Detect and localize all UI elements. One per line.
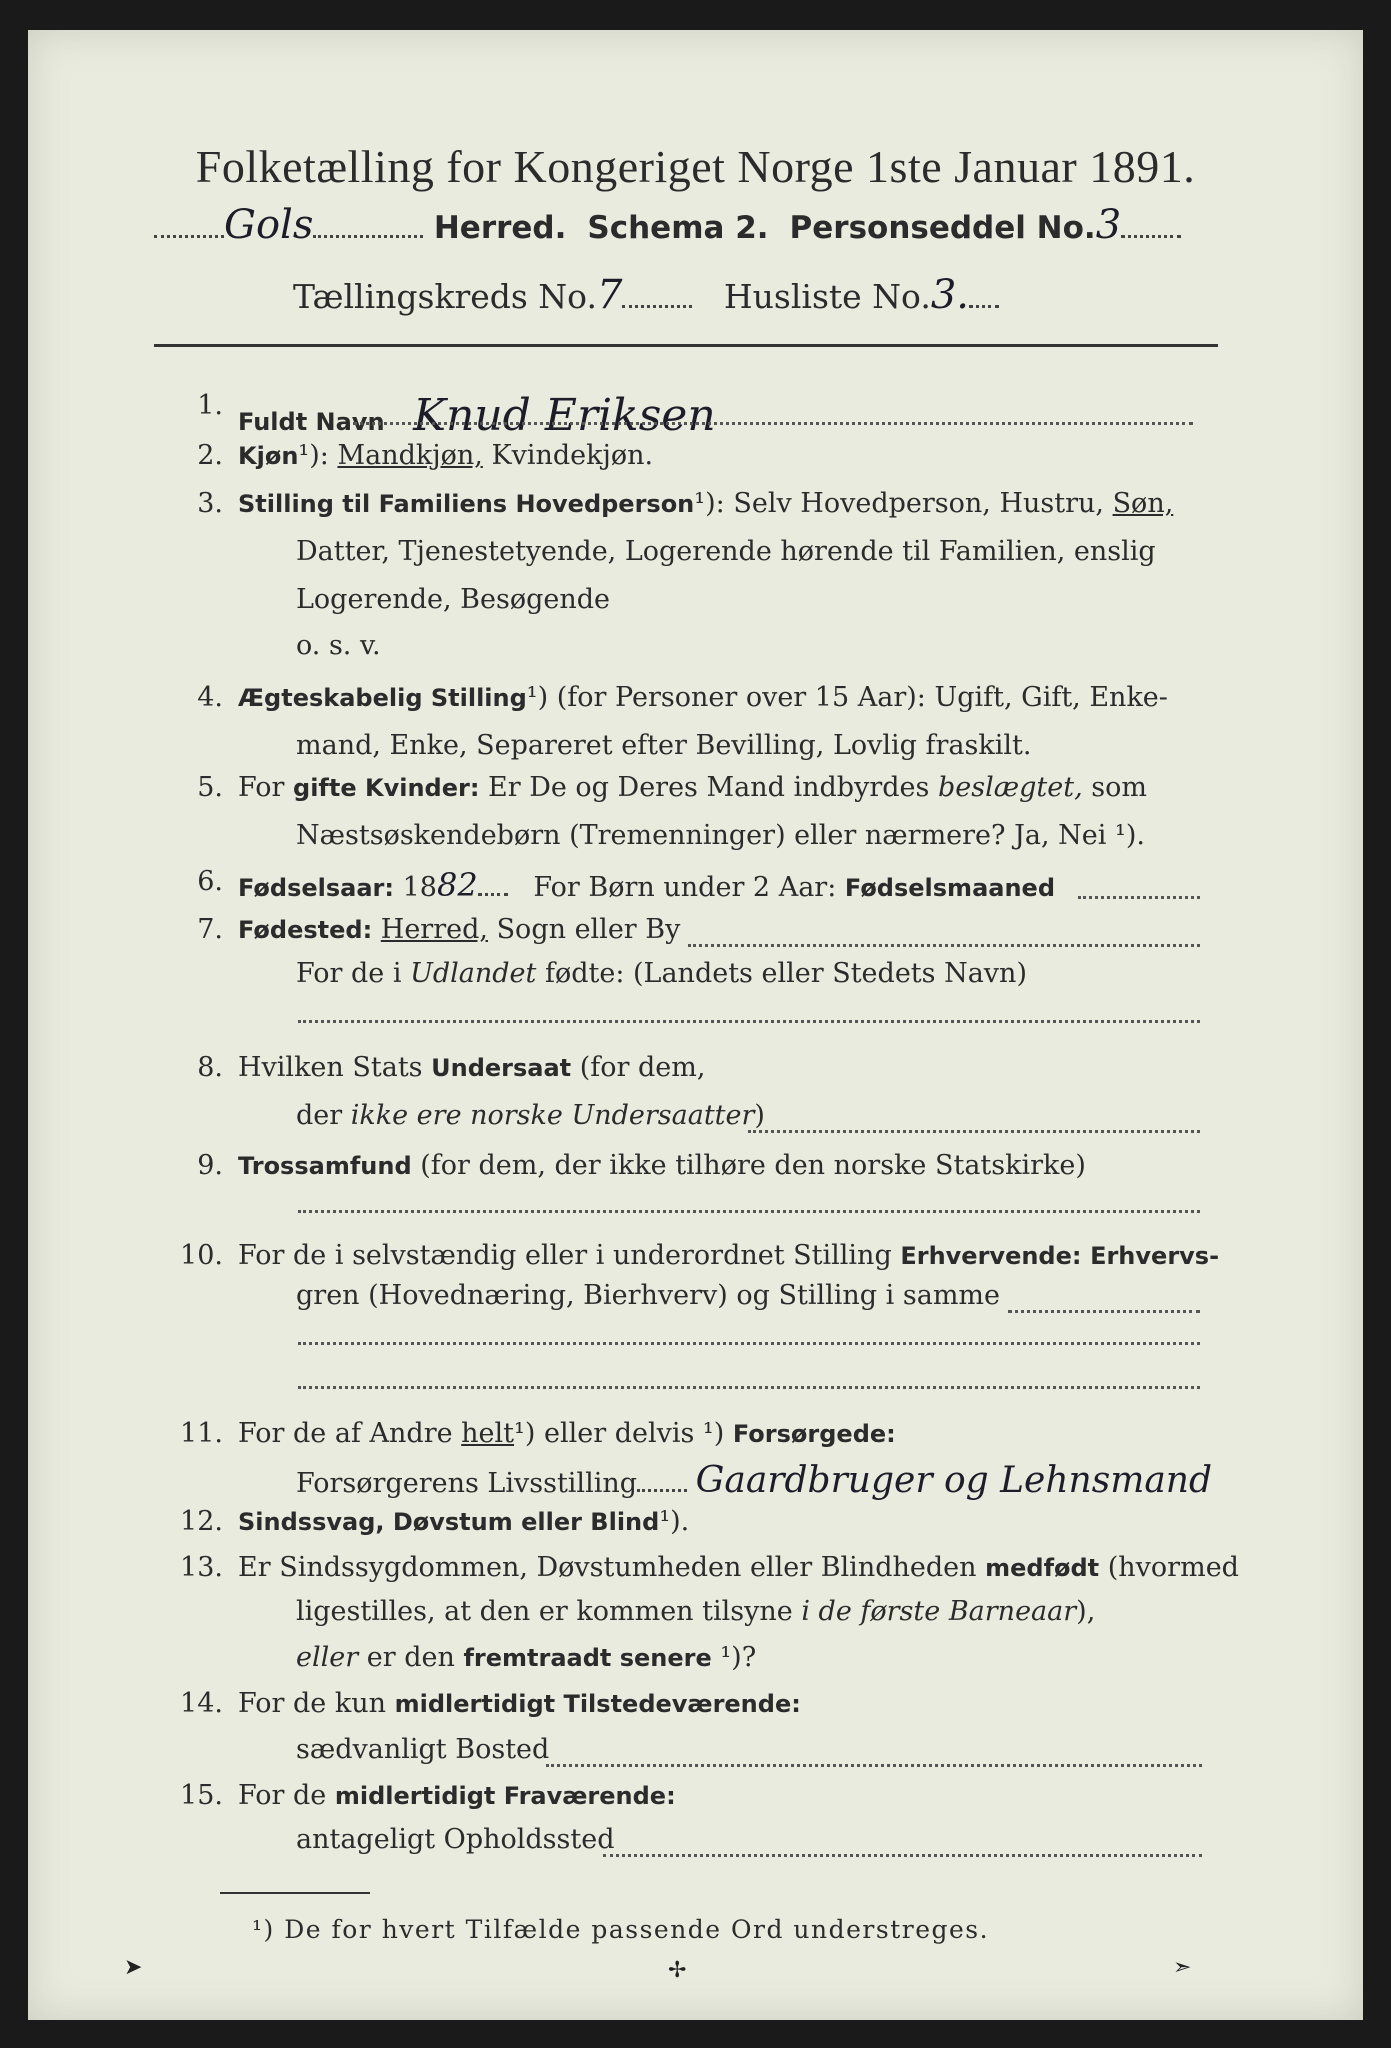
item-7-rest: Sogn eller By: [496, 914, 681, 945]
footnote: ¹) De for hvert Tilfælde passende Ord understreges.: [252, 1915, 990, 1944]
personseddel-value: 3: [1095, 202, 1122, 248]
item-9-rest: (for dem, der ikke tilhøre den norske Statskirke): [420, 1150, 1086, 1181]
item-13-line1b: medfødt: [985, 1554, 1100, 1582]
item-10-line2: gren (Hovednæring, Bierhverv) og Stilling i samme: [296, 1280, 1001, 1311]
item-6-label2: Fødselsmaaned: [844, 874, 1055, 902]
item-9-label: Trossamfund: [238, 1152, 412, 1180]
item-10-pre: For de i selvstændig eller i underordnet Stilling: [238, 1240, 892, 1271]
item-12-number: 12.: [180, 1506, 223, 1537]
item-1-number: 1.: [197, 390, 223, 421]
item-8-pre: Hvilken Stats: [238, 1052, 423, 1083]
item-6-number: 6.: [197, 866, 223, 897]
item-5-line1c: som: [1091, 772, 1147, 803]
item-7-herred: Herred,: [380, 914, 488, 945]
item-5-label: gifte Kvinder:: [293, 774, 480, 802]
item-4-label: Ægteskabelig Stilling: [238, 684, 527, 712]
item-3-sup: ¹):: [694, 488, 725, 519]
item-8-label: Undersaat: [431, 1054, 572, 1082]
item-3-line1: Selv Hovedperson, Hustru,: [733, 488, 1104, 519]
item-13-line3b: er den: [366, 1642, 455, 1673]
item-14-label: midlertidigt Tilstedeværende:: [394, 1690, 801, 1718]
kreds-label: Tællingskreds No.: [293, 277, 597, 316]
item-13-line1c: (hvormed: [1107, 1552, 1239, 1583]
item-3-line3: Logerende, Besøgende: [296, 584, 610, 615]
item-10-line1b: Erhvervs-: [1090, 1242, 1220, 1270]
item-13-line3d: ¹)?: [720, 1642, 757, 1673]
right-mark-icon: ➣: [1173, 1955, 1192, 1980]
item-6-value: 82: [436, 866, 478, 904]
item-7-line2b: Udlandet: [410, 958, 537, 989]
form-title: Folketælling for Kongeriget Norge 1ste Januar 1891.: [195, 141, 1196, 192]
item-5-line1b: beslægtet,: [937, 772, 1083, 803]
item-4-line2: mand, Enke, Separeret efter Bevilling, Lovlig fraskilt.: [296, 730, 1032, 761]
item-2-number: 2.: [197, 440, 223, 471]
item-15-number: 15.: [180, 1780, 223, 1811]
item-5-pre: For: [238, 772, 285, 803]
personseddel-label: Personseddel No.: [789, 210, 1096, 246]
herred-value: Gols: [224, 202, 314, 248]
item-13-line2b: i de første Barneaar: [801, 1596, 1077, 1627]
item-11-mid: ¹) eller delvis ¹): [514, 1418, 725, 1449]
item-11-line2: Forsørgerens Livsstilling: [296, 1468, 638, 1499]
item-11-pre: For de af Andre: [238, 1418, 453, 1449]
item-15-pre: For de: [238, 1780, 327, 1811]
item-10-label: Erhvervende:: [900, 1242, 1082, 1270]
item-2-label: Kjøn: [238, 442, 299, 470]
item-9-number: 9.: [197, 1150, 223, 1181]
husliste-value: 3.: [930, 272, 970, 318]
item-13-line3c: fremtraadt senere: [463, 1644, 712, 1672]
item-13-line1a: Er Sindssygdommen, Døvstumheden eller Blindheden: [238, 1552, 977, 1583]
header-rule: [154, 344, 1218, 347]
item-13-line3a: eller: [296, 1642, 359, 1673]
item-6-label: Fødselsaar:: [238, 874, 394, 902]
item-13-number: 13.: [180, 1552, 223, 1583]
husliste-label: Husliste No.: [723, 277, 931, 316]
item-3-son: Søn,: [1112, 488, 1174, 519]
corner-mark-icon: ➤: [124, 1955, 143, 1980]
header-herred-line: [154, 202, 1181, 248]
item-4-number: 4.: [197, 682, 223, 713]
item-1-value: Knud Eriksen: [413, 390, 716, 441]
item-3-label: Stilling til Familiens Hovedperson: [238, 490, 695, 518]
item-13-line2a: ligestilles, at den er kommen tilsyne: [296, 1596, 793, 1627]
item-7-line2c: fødte: (Landets eller Stedets Navn): [544, 958, 1027, 989]
item-3-number: 3.: [197, 488, 223, 519]
item-15-line2: antageligt Opholdssted: [296, 1824, 615, 1855]
item-8-line2a: der: [296, 1100, 343, 1131]
kreds-value: 7: [596, 272, 623, 318]
item-7-label: Fødested:: [238, 916, 373, 944]
item-1-label: Fuldt Navn: [238, 408, 385, 436]
item-8-line2b: ikke ere norske Undersaatter: [350, 1100, 755, 1131]
item-11-number: 11.: [180, 1418, 223, 1449]
item-8-number: 8.: [197, 1052, 223, 1083]
item-2-option-female: Kvindekjøn.: [491, 440, 654, 471]
header-kreds-line: [293, 272, 999, 318]
item-5-line2: Næstsøskendebørn (Tremenninger) eller nærmere? Ja, Nei ¹).: [296, 820, 1145, 851]
census-form-page: [28, 30, 1363, 2020]
item-14-number: 14.: [180, 1688, 223, 1719]
item-6-prefix: 18: [402, 872, 437, 903]
item-2-option-male: Mandkjøn,: [337, 440, 483, 471]
item-8-line2c: ): [754, 1100, 765, 1131]
item-11-helt: helt: [461, 1418, 515, 1449]
item-7-line2a: For de i: [296, 958, 402, 989]
item-3-line2: Datter, Tjenestetyende, Logerende hørende til Familien, enslig: [296, 536, 1156, 567]
item-5-number: 5.: [197, 772, 223, 803]
footnote-rule: [220, 1892, 370, 1894]
item-12-label: Sindssvag, Døvstum eller Blind: [238, 1508, 660, 1536]
item-4-line1: ¹) (for Personer over 15 Aar): Ugift, Gift, Enke-: [526, 682, 1168, 713]
center-mark-icon: ✢: [668, 1958, 687, 1983]
item-5-line1a: Er De og Deres Mand indbyrdes: [488, 772, 930, 803]
item-14-line2: sædvanligt Bosted: [296, 1734, 550, 1765]
item-11-value: Gaardbruger og Lehnsmand: [695, 1460, 1213, 1501]
item-15-label: midlertidigt Fraværende:: [334, 1782, 676, 1810]
item-11-label: Forsørgede:: [732, 1420, 896, 1448]
item-10-number: 10.: [180, 1240, 223, 1271]
item-2-sup: ¹):: [298, 440, 329, 471]
item-3-line4: o. s. v.: [296, 630, 381, 661]
item-13-line2c: ),: [1076, 1596, 1096, 1627]
schema-label: Schema 2.: [587, 210, 769, 246]
item-12-rest: ¹).: [659, 1506, 690, 1537]
item-6-rest: For Børn under 2 Aar:: [533, 872, 837, 903]
item-8-line1: (for dem,: [579, 1052, 706, 1083]
item-14-pre: For de kun: [238, 1688, 386, 1719]
herred-label: Herred.: [433, 210, 567, 246]
item-7-number: 7.: [197, 914, 223, 945]
